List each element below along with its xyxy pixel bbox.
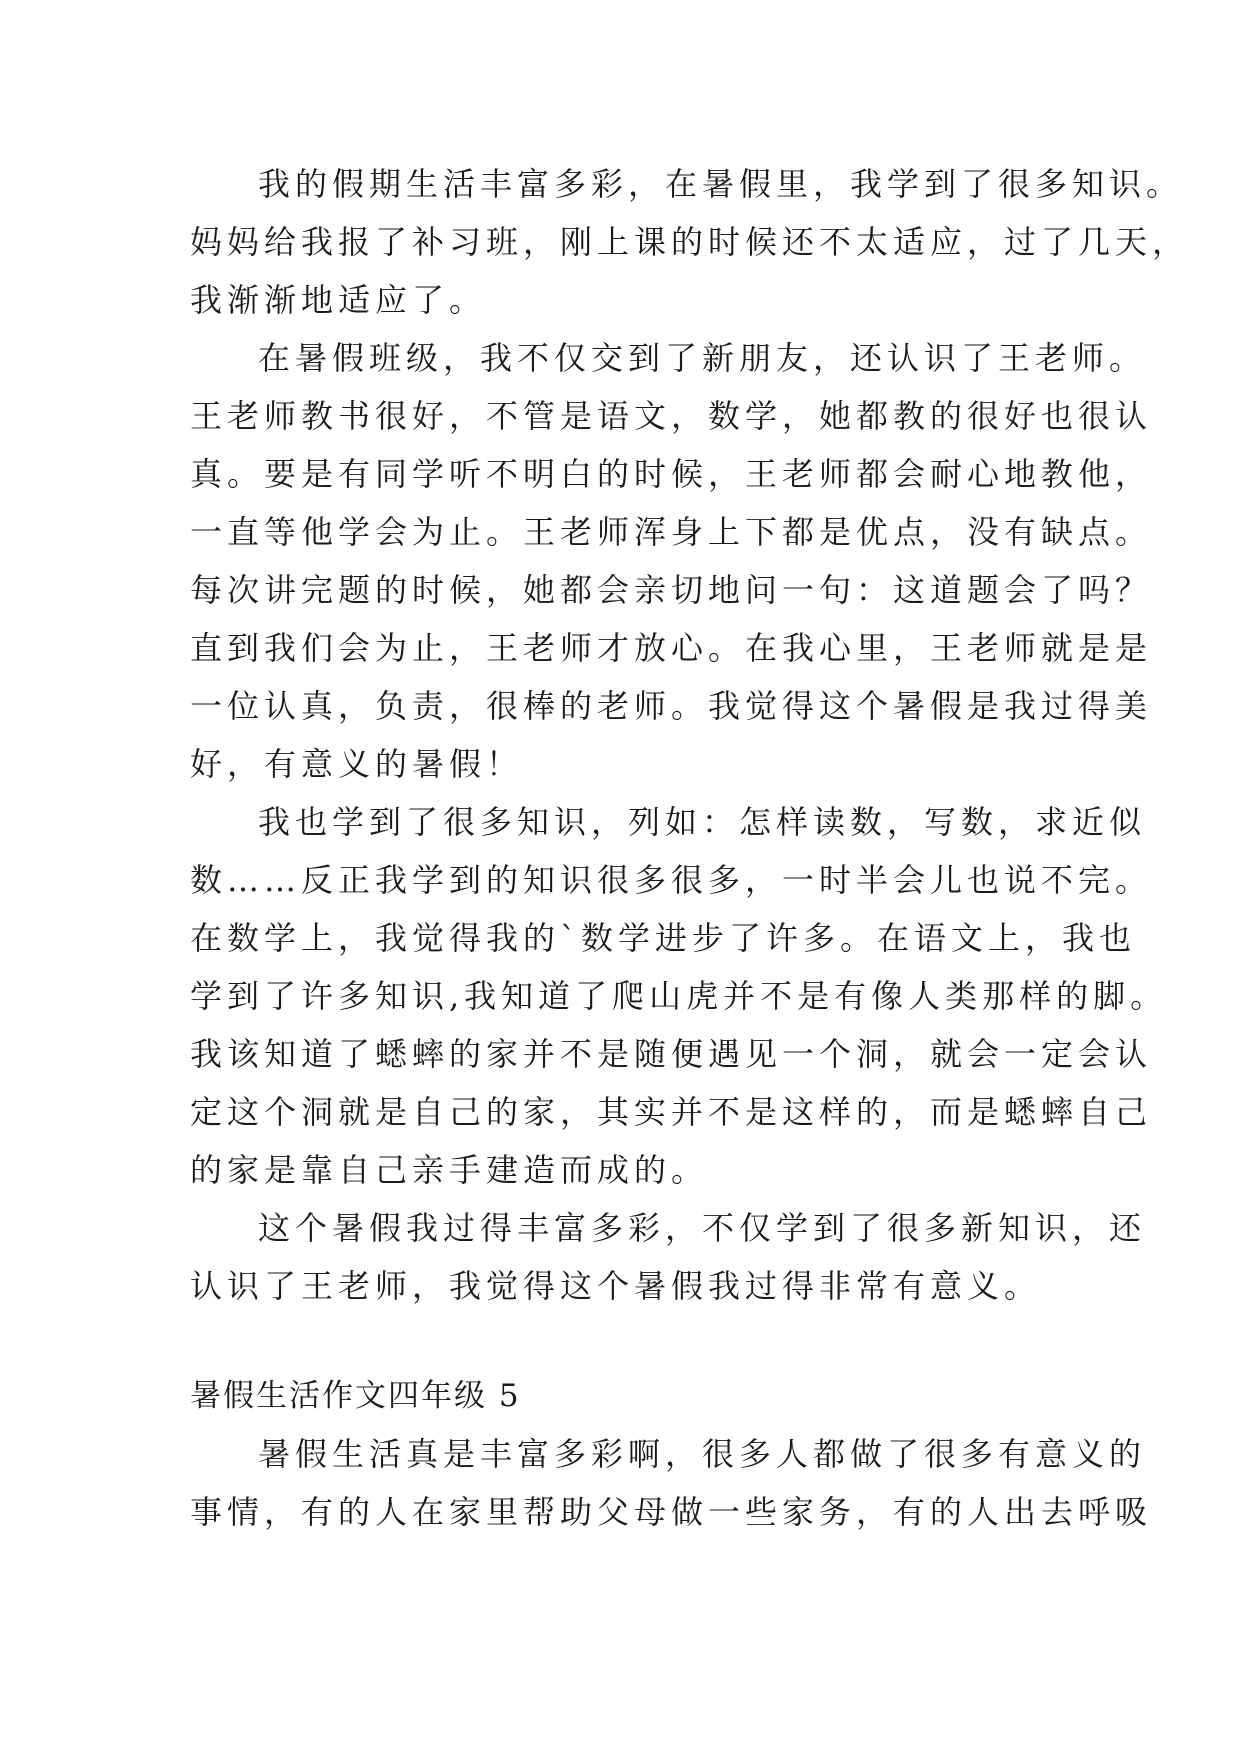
text-line: 定这个洞就是自己的家，其实并不是这样的，而是蟋蟀自己 — [190, 1093, 1153, 1131]
text-line: 在暑假班级，我不仅交到了新朋友，还认识了王老师。 — [258, 339, 1147, 377]
text-line: 事情，有的人在家里帮助父母做一些家务，有的人出去呼吸 — [190, 1493, 1153, 1531]
text-line: 暑假生活真是丰富多彩啊，很多人都做了很多有意义的 — [258, 1435, 1147, 1473]
paragraph — [190, 1199, 1147, 1315]
text-line: 在数学上，我觉得我的`数学进步了许多。在语文上，我也 — [190, 919, 1137, 957]
text-line: 每次讲完题的时候，她都会亲切地问一句：这道题会了吗？ — [190, 571, 1153, 609]
paragraph — [190, 155, 1190, 329]
document-body — [190, 155, 1190, 1541]
paragraph — [190, 793, 1168, 1199]
text-line: 数……反正我学到的知识很多很多，一时半会儿也说不完。 — [190, 861, 1153, 899]
text-line: 我渐渐地适应了。 — [190, 281, 487, 319]
text-line: 王老师教书很好，不管是语文，数学，她都教的很好也很认 — [190, 397, 1153, 435]
text-line: 这个暑假我过得丰富多彩，不仅学到了很多新知识，还 — [258, 1209, 1147, 1247]
section-heading: 暑假生活作文四年级 5 — [190, 1378, 521, 1414]
text-line: 我该知道了蟋蟀的家并不是随便遇见一个洞，就会一定会认 — [190, 1035, 1153, 1073]
text-line: 我也学到了很多知识，列如：怎样读数，写数，求近似 — [258, 803, 1147, 841]
paragraph — [190, 1425, 1153, 1541]
text-line: 的家是靠自己亲手建造而成的。 — [190, 1151, 709, 1189]
text-line: 好，有意义的暑假！ — [190, 745, 524, 783]
section-spacer — [190, 1315, 1052, 1367]
paragraph — [190, 329, 1153, 793]
text-line: 认识了王老师，我觉得这个暑假我过得非常有意义。 — [190, 1267, 1042, 1305]
text-line: 妈妈给我报了补习班，刚上课的时候还不太适应，过了几天， — [190, 223, 1190, 261]
text-line: 一直等他学会为止。王老师浑身上下都是优点，没有缺点。 — [190, 513, 1153, 551]
text-line: 真。要是有同学听不明白的时候，王老师都会耐心地教他， — [190, 455, 1153, 493]
text-line: 我的假期生活丰富多彩，在暑假里，我学到了很多知识。 — [258, 165, 1184, 203]
text-line: 直到我们会为止，王老师才放心。在我心里，王老师就是是 — [190, 629, 1153, 667]
text-line: 学到了许多知识,我知道了爬山虎并不是有像人类那样的脚。 — [190, 977, 1168, 1015]
text-line: 一位认真，负责，很棒的老师。我觉得这个暑假是我过得美 — [190, 687, 1153, 725]
